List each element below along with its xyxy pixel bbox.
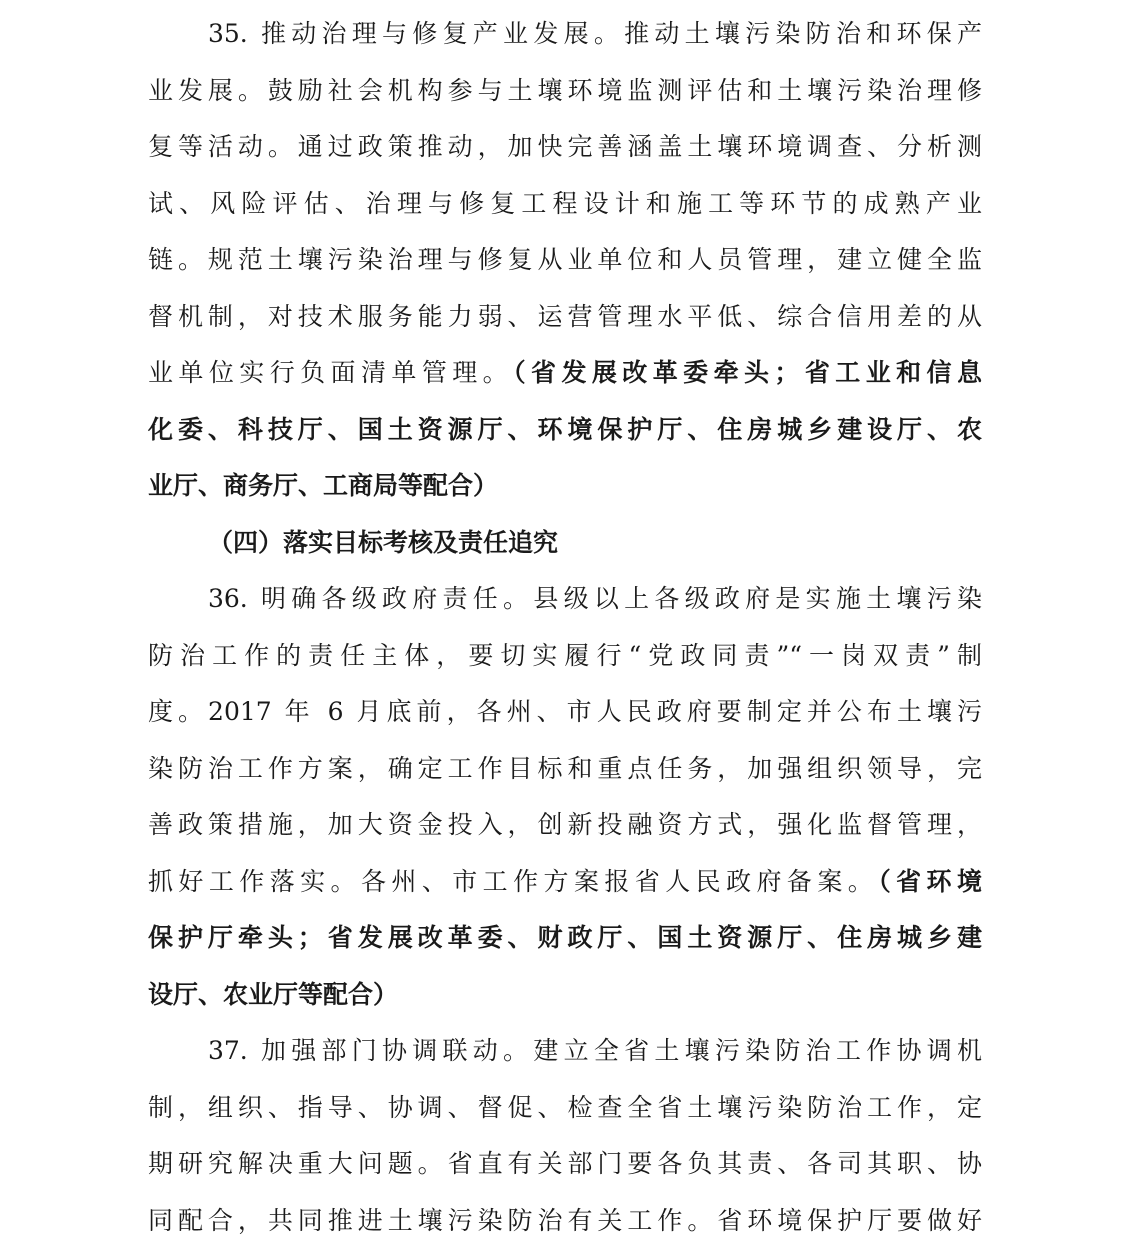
bold-text-segment: 设厅、农业厅等配合） xyxy=(148,980,398,1009)
text-line xyxy=(148,747,982,804)
text-segment: 36. 明确各级政府责任。县级以上各级政府是实施土壤污染 xyxy=(208,584,982,613)
text-segment: 督机制，对技术服务能力弱、运营管理水平低、综合信用差的从 xyxy=(148,302,982,331)
bold-text-segment: （省环境 xyxy=(878,867,982,896)
text-segment: 35. 推动治理与修复产业发展。推动土壤污染防治和环保产 xyxy=(208,19,982,48)
text-segment: 染防治工作方案，确定工作目标和重点任务，加强组织领导，完 xyxy=(148,754,982,783)
bold-text-segment: （四）落实目标考核及责任追究 xyxy=(208,528,558,557)
bold-text-segment: 业厅、商务厅、工商局等配合） xyxy=(148,471,498,500)
text-line xyxy=(148,803,982,860)
bold-text-segment: 保护厅牵头；省发展改革委、财政厅、国土资源厅、住房城乡建 xyxy=(148,923,982,952)
text-segment: 37. 加强部门协调联动。建立全省土壤污染防治工作协调机 xyxy=(208,1036,982,1065)
text-segment: 复等活动。通过政策推动，加快完善涵盖土壤环境调查、分析测 xyxy=(148,132,982,161)
text-segment: 期研究解决重大问题。省直有关部门要各负其责、各司其职、协 xyxy=(148,1149,982,1178)
text-segment: 业单位实行负面清单管理。 xyxy=(148,358,513,387)
text-line xyxy=(148,69,982,126)
text-segment: 业发展。鼓励社会机构参与土壤环境监测评估和土壤污染治理修 xyxy=(148,76,982,105)
text-line xyxy=(148,1086,982,1143)
text-segment: 制，组织、指导、协调、督促、检查全省土壤污染防治工作，定 xyxy=(148,1093,982,1122)
text-line xyxy=(148,1199,982,1255)
section-heading xyxy=(148,521,982,578)
text-line xyxy=(148,973,982,1030)
text-line xyxy=(148,1029,982,1086)
bold-text-segment: 化委、科技厅、国土资源厅、环境保护厅、住房城乡建设厅、农 xyxy=(148,415,982,444)
text-segment: 链。规范土壤污染治理与修复从业单位和人员管理，建立健全监 xyxy=(148,245,982,274)
text-line xyxy=(148,464,982,521)
text-segment: 防治工作的责任主体，要切实履行“党政同责”“一岗双责”制 xyxy=(148,641,982,670)
text-line xyxy=(148,238,982,295)
text-line xyxy=(148,295,982,352)
bold-text-segment: （省发展改革委牵头；省工业和信息 xyxy=(513,358,982,387)
text-segment: 善政策措施，加大资金投入，创新投融资方式，强化监督管理， xyxy=(148,810,982,839)
text-segment: 试、风险评估、治理与修复工程设计和施工等环节的成熟产业 xyxy=(148,189,982,218)
text-segment: 同配合，共同推进土壤污染防治有关工作。省环境保护厅要做好 xyxy=(148,1206,982,1235)
text-line xyxy=(148,1142,982,1199)
text-line xyxy=(148,351,982,408)
text-line xyxy=(148,634,982,691)
text-line xyxy=(148,12,982,69)
text-line xyxy=(148,690,982,747)
text-line xyxy=(148,125,982,182)
text-line xyxy=(148,577,982,634)
text-segment: 度。2017 年 6 月底前，各州、市人民政府要制定并公布土壤污 xyxy=(148,697,982,726)
text-line xyxy=(148,916,982,973)
text-segment: 抓好工作落实。各州、市工作方案报省人民政府备案。 xyxy=(148,867,878,896)
text-line xyxy=(148,860,982,917)
text-line xyxy=(148,408,982,465)
document-body xyxy=(148,12,982,1255)
text-line xyxy=(148,182,982,239)
